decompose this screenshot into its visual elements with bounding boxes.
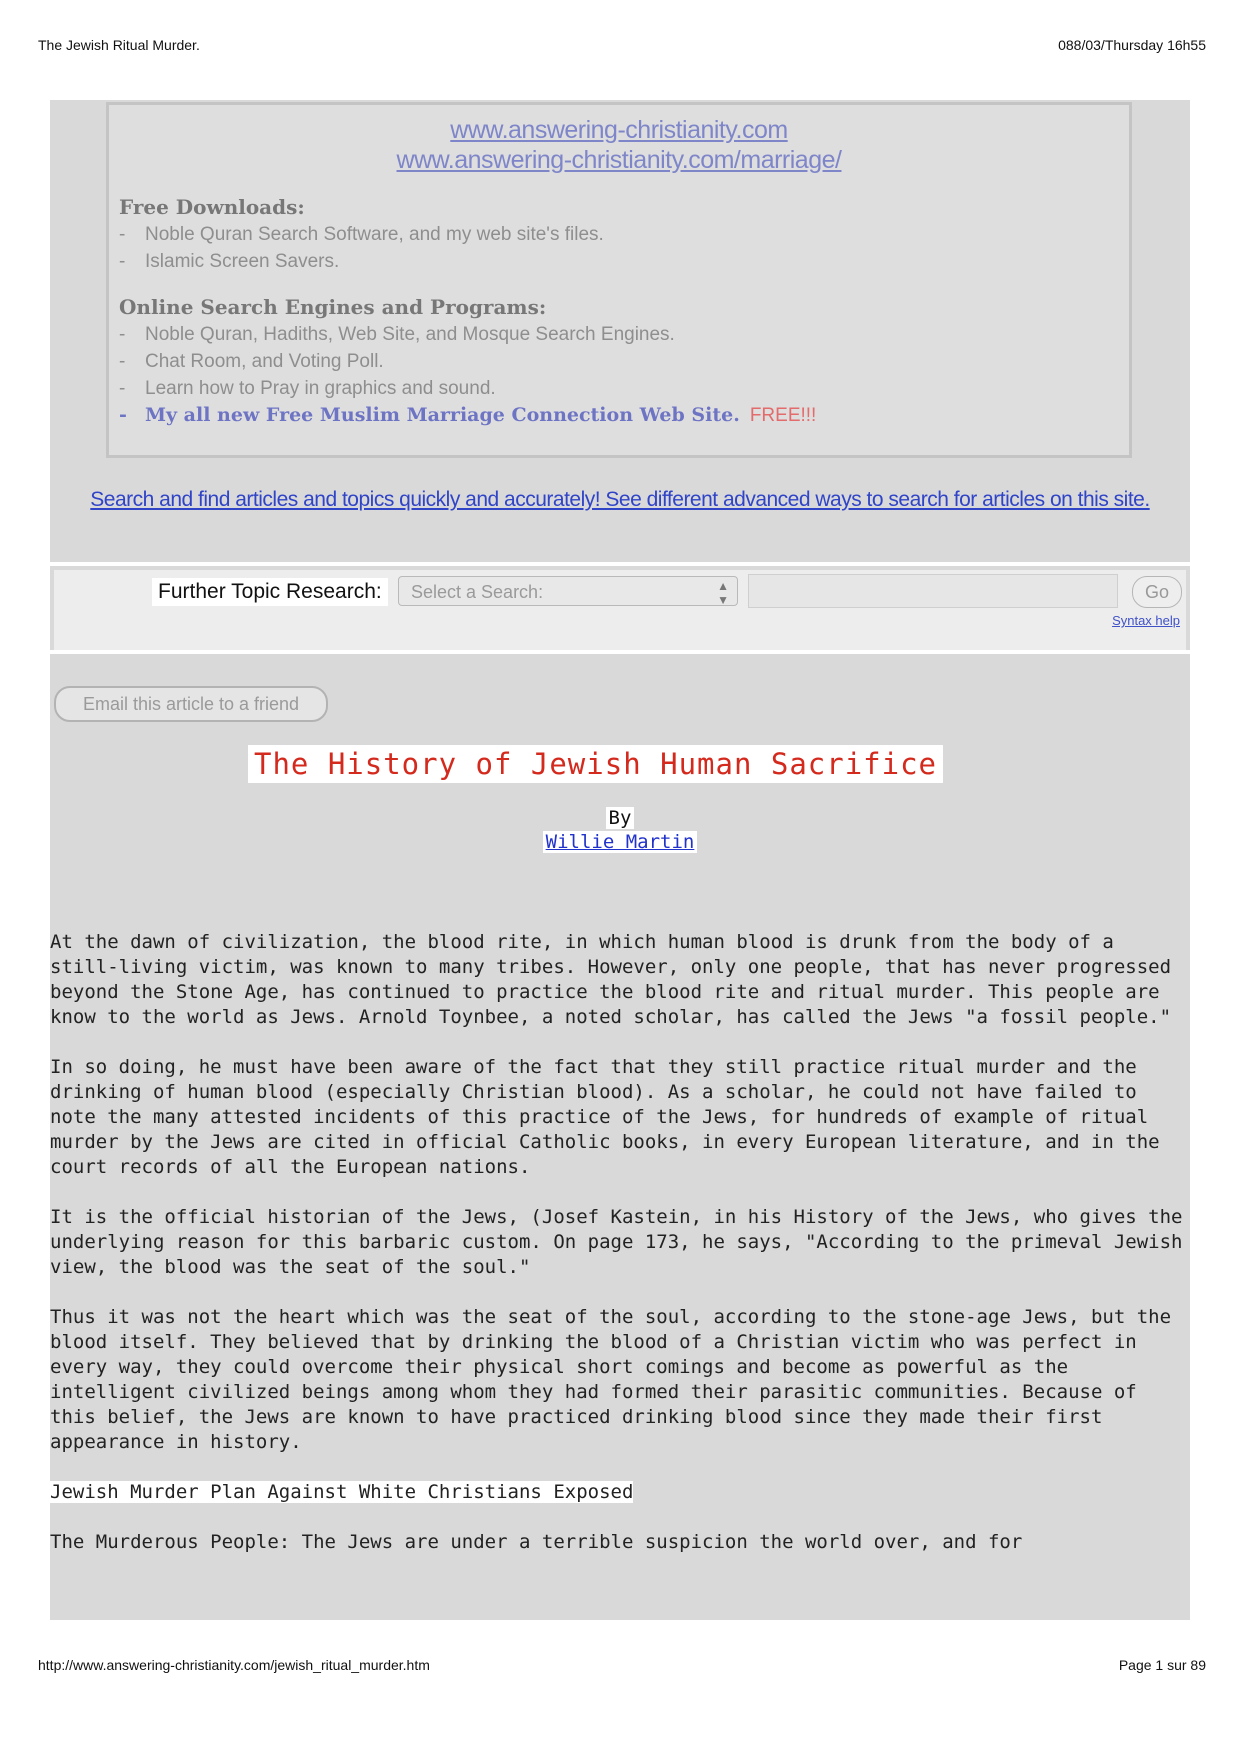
syntax-help-link[interactable]: Syntax help <box>1112 613 1180 628</box>
select-arrows-icon: ▲ ▼ <box>717 579 729 607</box>
list-item[interactable]: - Islamic Screen Savers. <box>119 251 340 272</box>
paragraph: At the dawn of civilization, the blood rite, in which human blood is drunk from the body of a still-living victim, was known to many tribes. However, only one people, that has never progressed beyond the Stone Age, has continued to practice the blood rite and ritual murder. This people are know to the world as Jews. Arnold Toynbee, a noted scholar, has called the Jews "a fossil people." <box>50 931 1172 1028</box>
print-header-title: The Jewish Ritual Murder. <box>38 37 200 53</box>
paragraph: It is the official historian of the Jews, (Josef Kastein, in his History of the Jews, who gives the underlying reason for this barbaric custom. On page 173, he says, "According to the primeval Jewish view, the blood was the seat of the soul." <box>50 1206 1183 1278</box>
divider <box>50 562 1190 566</box>
banner-links <box>109 115 1129 175</box>
free-tag: FREE!!! <box>749 405 817 426</box>
topic-research-label: Further Topic Research: <box>152 578 388 606</box>
list-item[interactable]: - Noble Quran Search Software, and my web site's files. <box>119 224 604 245</box>
search-articles-link[interactable]: Search and find articles and topics quickly and accurately! See different advanced ways to search for articles on this site. <box>90 488 1150 511</box>
list-item[interactable]: - Learn how to Pray in graphics and sound. <box>119 378 496 399</box>
paragraph: Thus it was not the heart which was the seat of the soul, according to the stone-age Jews, but the blood itself. They believed that by drinking the blood of a Christian victim who was perfect in every way, they could overcome their physical short comings and become as powerful as the intelligent civilized beings among whom they had formed their parasitic communities. Because of this belief, the Jews are known to have practiced drinking blood since they made their first appearance in history. <box>50 1306 1172 1453</box>
go-button[interactable]: Go <box>1132 576 1182 608</box>
print-footer-url: http://www.answering-christianity.com/jewish_ritual_murder.htm <box>38 1657 430 1673</box>
byline: By <box>0 807 1240 829</box>
divider <box>50 650 1190 654</box>
search-input[interactable] <box>748 574 1118 608</box>
author-link[interactable]: Willie Martin <box>543 831 698 853</box>
search-select[interactable]: Select a Search: ▲ ▼ <box>398 576 738 606</box>
author-line <box>0 831 1240 853</box>
marriage-link[interactable]: - My all new Free Muslim Marriage Connection Web Site. FREE!!! <box>119 404 817 426</box>
banner-link-marriage[interactable]: www.answering-christianity.com/marriage/ <box>396 146 842 174</box>
online-search-list <box>109 321 1129 429</box>
section-heading: Jewish Murder Plan Against White Christians Exposed <box>50 1481 634 1503</box>
topic-research-bar <box>54 570 1186 654</box>
print-footer-page: Page 1 sur 89 <box>1118 1657 1206 1673</box>
paragraph: The Murderous People: The Jews are under a terrible suspicion the world over, and for <box>50 1531 1023 1553</box>
paragraph: In so doing, he must have been aware of the fact that they still practice ritual murder and the drinking of human blood (especially Christian blood). As a scholar, he could not have failed to note the many attested incidents of this practice of the Jews, for hundreds of example of ritual murder by the Jews are cited in official Catholic books, in every European literature, and in the court records of all the European nations. <box>50 1056 1160 1178</box>
banner-link-home[interactable]: www.answering-christianity.com <box>450 116 788 144</box>
free-downloads-heading: Free Downloads: <box>119 195 305 219</box>
article-title: The History of Jewish Human Sacrifice <box>248 745 943 783</box>
print-header-datetime: 088/03/Thursday 16h55 <box>1058 37 1206 53</box>
article-body <box>50 930 1190 1580</box>
email-article-button[interactable]: Email this article to a friend <box>54 686 328 722</box>
site-banner <box>106 102 1132 458</box>
free-downloads-list <box>109 221 1129 275</box>
list-item[interactable]: - Chat Room, and Voting Poll. <box>119 351 384 372</box>
online-search-heading: Online Search Engines and Programs: <box>119 295 547 319</box>
list-item[interactable]: - Noble Quran, Hadiths, Web Site, and Mosque Search Engines. <box>119 324 675 345</box>
